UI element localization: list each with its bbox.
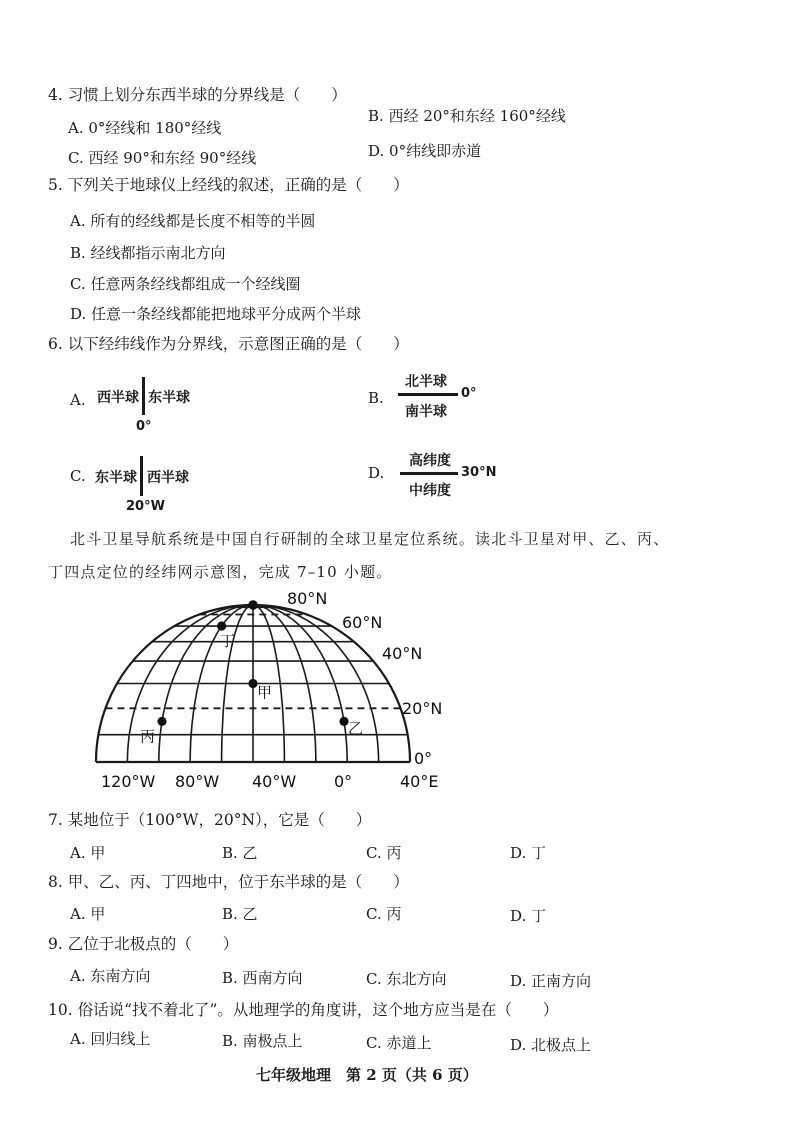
q4-option-b: B. 西经 20°和东经 160°经线 <box>368 107 566 125</box>
q6-a-left-label: 西半球 <box>97 390 139 406</box>
lon-label-2: 40°W <box>252 772 297 791</box>
q10-option-c: C. 赤道上 <box>366 1034 432 1052</box>
q6-d-right-label: 30°N <box>461 465 497 480</box>
q9-stem: 9. 乙位于北极点的（ ） <box>48 935 239 953</box>
q10-option-b: B. 南极点上 <box>222 1032 303 1050</box>
q5-option-c: C. 任意两条经线都组成一个经线圈 <box>70 275 301 293</box>
q7-option-b: B. 乙 <box>222 844 258 862</box>
north-pole-point <box>248 600 258 610</box>
q6-b-letter: B. <box>368 389 384 407</box>
q4-option-d: D. 0°纬线即赤道 <box>368 142 482 160</box>
q6-a-right-label: 东半球 <box>148 390 190 406</box>
q7-stem: 7. 某地位于（100°W，20°N），它是（ ） <box>48 811 372 829</box>
point-丁 <box>217 621 226 630</box>
q6-c-letter: C. <box>70 467 86 485</box>
page-footer: 七年级地理 第 2 页（共 6 页） <box>256 1066 478 1084</box>
q8-option-d: D. 丁 <box>510 907 547 925</box>
q6-stem: 6. 以下经纬线作为分界线，示意图正确的是（ ） <box>48 335 409 353</box>
q6-d-bottom-label: 中纬度 <box>409 483 451 499</box>
q5-option-a: A. 所有的经线都是长度不相等的半圆 <box>70 212 316 230</box>
intro-line-2: 丁四点定位的经纬网示意图，完成 7–10 小题。 <box>48 563 393 581</box>
point-label-丙: 丙 <box>140 727 156 746</box>
q9-option-a: A. 东南方向 <box>70 967 151 985</box>
q8-option-c: C. 丙 <box>366 905 402 923</box>
q9-option-c: C. 东北方向 <box>366 970 447 988</box>
q6-a-letter: A. <box>70 391 86 409</box>
q4-option-a: A. 0°经线和 180°经线 <box>68 119 222 137</box>
lon-label-1: 80°W <box>175 772 220 791</box>
lat-label-4: 0° <box>414 749 433 768</box>
point-label-甲: 甲 <box>257 683 273 702</box>
q8-stem: 8. 甲、乙、丙、丁四地中，位于东半球的是（ ） <box>48 873 409 891</box>
q8-option-a: A. 甲 <box>70 905 106 923</box>
map-labels <box>101 589 442 791</box>
lat-label-1: 60°N <box>342 613 383 632</box>
point-label-丁: 丁 <box>219 632 235 651</box>
q6-c-bottom-label: 20°W <box>126 499 165 514</box>
q8-option-b: B. 乙 <box>222 905 258 923</box>
q10-stem: 10. 俗话说“找不着北了”。从地理学的角度讲，这个地方应当是在（ ） <box>48 1001 559 1019</box>
q6-a-bottom-label: 0° <box>136 419 152 434</box>
q7-option-a: A. 甲 <box>70 844 106 862</box>
lat-label-3: 20°N <box>402 699 443 718</box>
q4-option-c: C. 西经 90°和东经 90°经线 <box>68 149 257 167</box>
lat-label-0: 80°N <box>287 589 328 608</box>
q4-stem: 4. 习惯上划分东西半球的分界线是（ ） <box>48 86 347 104</box>
q6-b-right-label: 0° <box>461 386 477 401</box>
q6-d-letter: D. <box>368 464 385 482</box>
q10-option-a: A. 回归线上 <box>70 1030 151 1048</box>
q9-option-b: B. 西南方向 <box>222 969 303 987</box>
q5-stem: 5. 下列关于地球仪上经线的叙述，正确的是（ ） <box>48 176 409 194</box>
q6-b-top-label: 北半球 <box>405 374 447 390</box>
q7-option-c: C. 丙 <box>366 844 402 862</box>
q6-d-top-label: 高纬度 <box>409 453 451 469</box>
q9-option-d: D. 正南方向 <box>510 972 592 990</box>
q7-option-d: D. 丁 <box>510 844 547 862</box>
q10-option-d: D. 北极点上 <box>510 1036 592 1054</box>
lon-label-0: 120°W <box>101 772 156 791</box>
point-丙 <box>157 717 166 726</box>
q5-option-b: B. 经线都指示南北方向 <box>70 244 226 262</box>
q6-c-left-label: 东半球 <box>95 470 137 486</box>
lon-label-4: 40°E <box>400 772 439 791</box>
q5-option-d: D. 任意一条经线都能把地球平分成两个半球 <box>70 305 362 323</box>
q6-b-bottom-label: 南半球 <box>405 404 447 420</box>
lat-label-2: 40°N <box>382 644 423 663</box>
intro-line-1: 北斗卫星导航系统是中国自行研制的全球卫星定位系统。读北斗卫星对甲、乙、丙、 <box>70 530 670 548</box>
q6-c-right-label: 西半球 <box>147 470 189 486</box>
point-label-乙: 乙 <box>347 719 364 738</box>
lon-label-3: 0° <box>334 772 353 791</box>
